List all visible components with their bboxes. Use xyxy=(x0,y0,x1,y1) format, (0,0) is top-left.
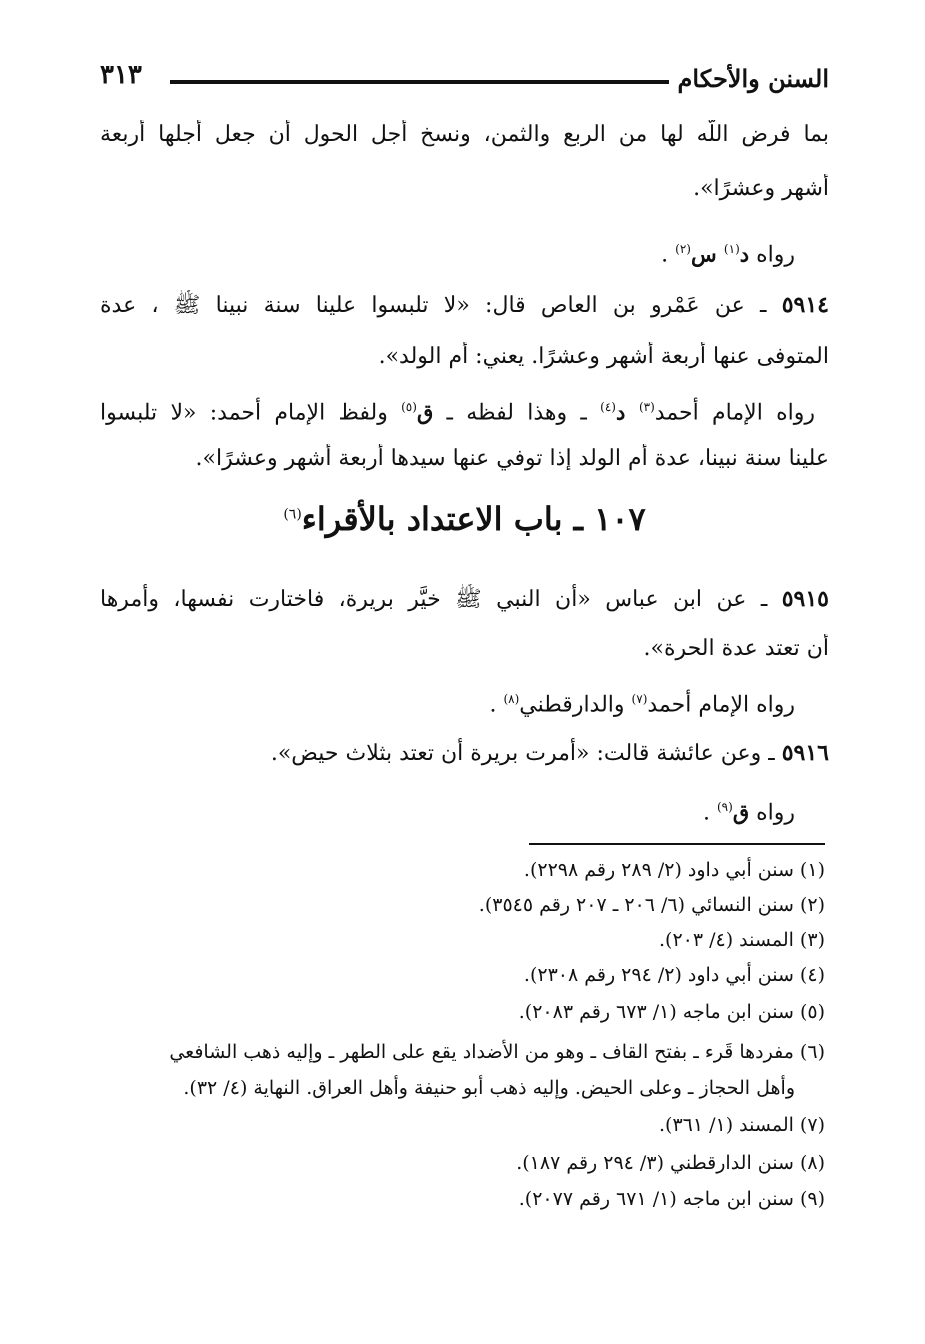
footnote-ref: (٥) xyxy=(401,400,417,414)
footnote-ref: (٩) xyxy=(716,800,733,814)
text-line: أن تعتد عدة الحرة». xyxy=(643,636,829,661)
footnote-ref: (١) xyxy=(723,242,740,256)
footnote-ref: (٦) xyxy=(283,506,302,523)
footnote-ref: (٢) xyxy=(675,242,691,256)
footnote: (٧) المسند (١/ ٣٦١). xyxy=(658,1114,825,1136)
narration-text: رواه xyxy=(749,800,795,826)
footnote: (٨) سنن الدارقطني (٣/ ٢٩٤ رقم ١٨٧). xyxy=(516,1152,825,1174)
footnote-continuation: وأهل الحجاز ـ وعلى الحيض. وإليه ذهب أبو حنيفة وأهل العراق. النهاية (٤/ ٣٢). xyxy=(183,1077,795,1099)
footnote: (٣) المسند (٤/ ٢٠٣). xyxy=(658,929,825,951)
chapter-title xyxy=(100,500,829,538)
header-rule xyxy=(170,80,669,84)
text-line: بما فرض اللَّه لها من الربع والثمن، ونسخ أجل الحول أن جعل أجلها أربعة xyxy=(100,122,829,147)
text-line: المتوفى عنها أربعة أشهر وعشرًا. يعني: أم الولد». xyxy=(378,344,829,369)
narration-text: رواه الإمام أحمد xyxy=(647,692,795,718)
hadith-line xyxy=(100,738,829,769)
footnote: (٢) سنن النسائي (٦/ ٢٠٦ ـ ٢٠٧ رقم ٣٥٤٥). xyxy=(478,894,825,916)
source-symbol: د xyxy=(739,241,750,267)
book-title: السنن والأحكام xyxy=(677,64,829,93)
source-symbol: ق xyxy=(732,799,750,825)
footnote-ref: (٨) xyxy=(503,692,520,706)
source-symbol: س xyxy=(690,241,724,267)
footnote-separator xyxy=(529,843,825,845)
narration-line xyxy=(100,684,795,720)
chapter-title-text: ١٠٧ ـ باب الاعتداد بالأقراء xyxy=(301,500,646,538)
footnote: (٩) سنن ابن ماجه (١/ ٦٧١ رقم ٢٠٧٧). xyxy=(518,1188,825,1210)
text-line: أشهر وعشرًا». xyxy=(693,176,829,201)
running-header xyxy=(100,58,829,98)
footnote: (٦) مفردها قَرء ـ بفتح القاف ـ وهو من الأضداد يقع على الطهر ـ وإليه ذهب الشافعي xyxy=(169,1041,825,1063)
narration-text: . xyxy=(489,692,504,718)
hadith-number: ٥٩١٦ xyxy=(781,740,829,766)
narration-text: رواه xyxy=(749,242,795,268)
footnote: (٥) سنن ابن ماجه (١/ ٦٧٣ رقم ٢٠٨٣). xyxy=(518,1001,825,1023)
footnote-ref: (٤) xyxy=(600,400,616,414)
hadith-number: ٥٩١٥ xyxy=(781,586,829,612)
hadith-text: ـ عن عَمْرو بن العاص قال: «لا تلبسوا علينا سنة نبينا ﷺ ، عدة xyxy=(100,293,782,318)
hadith-text: ـ عن ابن عباس «أن النبي ﷺ خيَّر بريرة، فاختارت نفسها، وأمرها xyxy=(100,587,782,612)
narration-line xyxy=(100,234,795,270)
footnote-ref: (٧) xyxy=(631,692,648,706)
source-symbol: ق xyxy=(416,399,434,425)
source-symbol: د xyxy=(615,399,639,425)
narration-text: ولفظ الإمام أحمد: «لا تلبسوا xyxy=(100,400,402,426)
narration-text: والدارقطني xyxy=(519,692,632,718)
narration-text: . xyxy=(702,800,717,826)
footnote-ref: (٣) xyxy=(638,400,655,414)
narration-line xyxy=(100,792,795,828)
footnote: (٤) سنن أبي داود (٢/ ٢٩٤ رقم ٢٣٠٨). xyxy=(523,964,825,986)
hadith-line xyxy=(100,584,829,615)
text-line: علينا سنة نبينا، عدة أم الولد إذا توفي عنها سيدها أربعة أشهر وعشرًا». xyxy=(195,446,829,471)
narration-text: رواه الإمام أحمد xyxy=(654,400,815,426)
narration-text: ـ وهذا لفظه ـ xyxy=(433,400,601,426)
page-number: ٣١٣ xyxy=(100,60,142,90)
narration-line xyxy=(100,392,815,428)
hadith-number: ٥٩١٤ xyxy=(781,292,829,318)
hadith-text: ـ وعن عائشة قالت: «أُمرت بريرة أن تعتد بثلاث حيض». xyxy=(270,741,782,766)
footnote: (١) سنن أبي داود (٢/ ٢٨٩ رقم ٢٢٩٨). xyxy=(523,859,825,881)
hadith-line xyxy=(100,290,829,321)
narration-text: . xyxy=(661,242,676,268)
